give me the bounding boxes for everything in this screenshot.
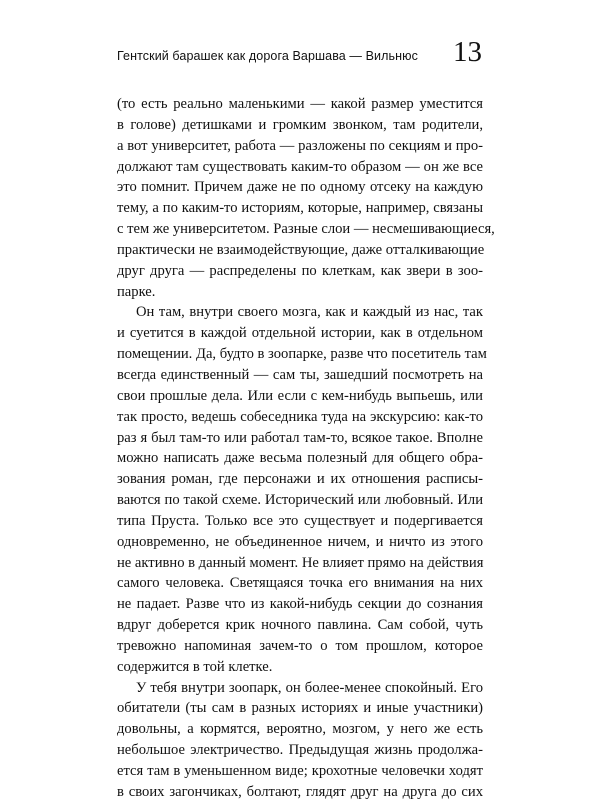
text-line: друг друга — распределены по клеткам, как звери в зоо- [117, 262, 483, 279]
text-line: содержится в той клетке. [117, 658, 273, 675]
text-line: а вот университет, работа — разложены по секциям и про- [117, 137, 483, 154]
text-line: можно написать даже весьма полезный для общего обра- [117, 450, 483, 467]
text-line: свои прошлые дела. Или если с кем-нибудь выпьешь, или [117, 387, 483, 404]
text-line: всегда единственный — сам ты, зашедший посмотреть на [117, 366, 483, 383]
text-line: раз я был там-то или работал там-то, всякое такое. Вполне [117, 429, 483, 446]
text-line: одновременно, не объединенное ничем, и ничто из этого [117, 533, 483, 550]
text-line: типа Пруста. Только все это существует и подергивается [117, 512, 483, 529]
text-line: тему, а по каким-то историям, которые, например, связаны [117, 200, 483, 217]
paragraph [117, 678, 483, 803]
text-line: самого человека. Светящаяся точка его внимания на них [117, 575, 483, 592]
text-line: вдруг доберется крик ночного павлина. Сам собой, чуть [117, 617, 483, 634]
text-line: парке. [117, 283, 156, 300]
text-line: (то есть реально маленькими — какой размер уместится [117, 96, 483, 112]
text-line: ется там в уменьшенном виде; крохотные человечки ходят [117, 763, 483, 779]
text-line: так просто, ведешь собеседника туда на экскурсию: как-то [117, 408, 483, 425]
text-line: не активно в данный момент. Не влияет прямо на действия [117, 554, 484, 571]
text-line: зования роман, где персонажи и их отношения расписы- [117, 471, 483, 488]
text-line: У тебя внутри зоопарк, он более-менее спокойный. Его [136, 679, 483, 696]
text-line: с тем же университетом. Разные слои — несмешивающиеся, [117, 221, 495, 238]
paragraph [117, 302, 487, 677]
text-line: и суетится в каждой отдельной истории, как в отдельном [117, 325, 483, 342]
text-line: Он там, внутри своего мозга, как и каждый из нас, так [136, 304, 483, 321]
body-text [117, 94, 495, 803]
text-line: практически не взаимодействующие, даже отталкивающие [117, 241, 485, 258]
text-line: обитатели (ты сам в разных историях и иные участники) [117, 700, 483, 717]
text-line: должают там существовать каким-то образом — он же все [117, 158, 483, 175]
text-line: не падает. Разве что из какой-нибудь секции до сознания [117, 596, 483, 613]
text-line: тревожно напоминая зачем-то о том прошлом, которое [117, 637, 483, 654]
text-line: это помнит. Причем даже не по одному отсеку на каждую [117, 179, 483, 196]
running-title: Гентский барашек как дорога Варшава — Вильнюс [117, 49, 418, 63]
text-line: помещении. Да, будто в зоопарке, разве что посетитель там [117, 346, 487, 363]
text-line: довольны, а кормятся, вероятно, мозгом, у него же есть [117, 721, 483, 738]
text-line: в голове) детишками и громким звонком, там родители, [117, 116, 483, 133]
page-number: 13 [453, 36, 482, 68]
text-line: ваются по такой схеме. Исторический или любовный. Или [117, 492, 483, 509]
paragraph [117, 94, 495, 302]
text-line: в своих загончиках, болтают, глядят друг на друга до сих [117, 783, 483, 800]
text-line: небольшое электричество. Предыдущая жизнь продолжа- [117, 742, 483, 759]
